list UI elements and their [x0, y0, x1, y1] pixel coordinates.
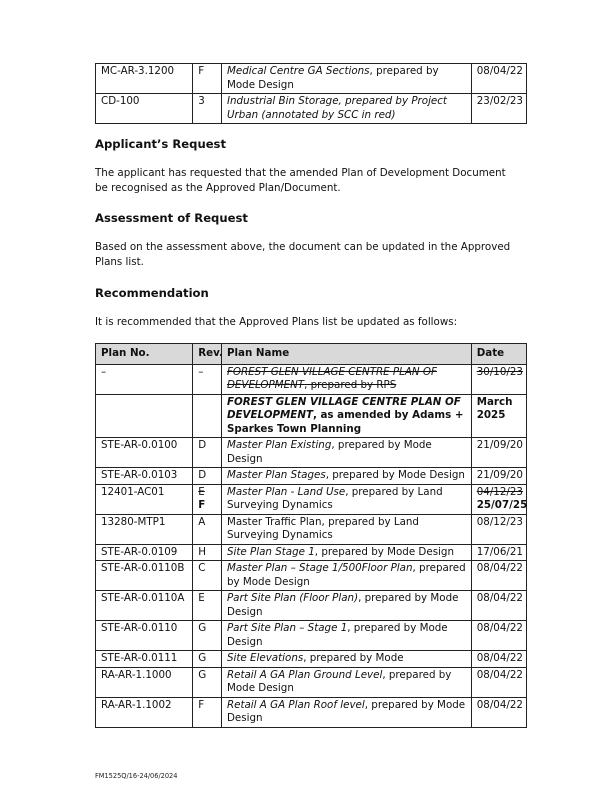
plan-date: 08/04/22: [471, 561, 526, 591]
revision: –: [193, 364, 222, 394]
plan-number: STE-AR-0.0110B: [96, 561, 193, 591]
revision: H: [193, 544, 222, 561]
revision: F: [193, 64, 222, 94]
plan-name: Master Plan – Stage 1/500Floor Plan, prepared by Mode Design: [221, 561, 471, 591]
table-header-row: [96, 344, 527, 365]
table-row-struck: [96, 364, 527, 394]
plan-date: 08/04/22: [471, 591, 526, 621]
table-row: [96, 621, 527, 651]
header-date: Date: [471, 344, 526, 365]
plan-number: CD-100: [96, 94, 193, 124]
new-revision: F: [198, 499, 206, 511]
table-row: [96, 561, 527, 591]
plan-name: Retail A GA Plan Roof level, prepared by Mode Design: [221, 697, 471, 727]
plan-number: STE-AR-0.0110: [96, 621, 193, 651]
new-date: 25/07/25: [476, 499, 528, 511]
table-row: [96, 468, 527, 485]
revision: D: [193, 468, 222, 485]
top-plans-table: [95, 63, 527, 124]
plan-name: Site Elevations, prepared by Mode: [221, 651, 471, 668]
table-row: [96, 667, 527, 697]
revision: E: [193, 591, 222, 621]
plan-name: Part Site Plan (Floor Plan), prepared by Mode Design: [221, 591, 471, 621]
plan-date: 08/04/22: [471, 651, 526, 668]
old-revision: E: [198, 485, 205, 498]
revision: [193, 394, 222, 438]
old-date: 04/12/23: [476, 485, 523, 498]
plan-name: Master Plan Existing, prepared by Mode Design: [221, 438, 471, 468]
table-row: [96, 514, 527, 544]
plan-date: 08/04/22: [471, 64, 526, 94]
revision: 3: [193, 94, 222, 124]
plan-name: Master Plan Stages, prepared by Mode Design: [221, 468, 471, 485]
applicant-text: The applicant has requested that the amended Plan of Development Document be recognised as the Approved Plan/Document.: [95, 167, 506, 194]
plan-number: STE-AR-0.0110A: [96, 591, 193, 621]
plan-number: [96, 394, 193, 438]
revision: G: [193, 651, 222, 668]
plan-number: RA-AR-1.1000: [96, 667, 193, 697]
plan-name: Site Plan Stage 1, prepared by Mode Design: [221, 544, 471, 561]
plan-number: –: [96, 364, 193, 394]
plan-number: STE-AR-0.0103: [96, 468, 193, 485]
plan-number: STE-AR-0.0109: [96, 544, 193, 561]
plan-number: STE-AR-0.0100: [96, 438, 193, 468]
plan-name: FOREST GLEN VILLAGE CENTRE PLAN OF DEVELOPMENT, prepared by RPS: [221, 364, 471, 394]
plan-date: 08/04/22: [471, 667, 526, 697]
revision: C: [193, 561, 222, 591]
approved-plans-table: [95, 343, 527, 728]
plan-name: Industrial Bin Storage, prepared by Project Urban (annotated by SCC in red): [221, 94, 471, 124]
plan-date: March 2025: [471, 394, 526, 438]
plan-date: [471, 484, 526, 514]
header-plan-name: Plan Name: [221, 344, 471, 365]
plan-name: Master Plan - Land Use, prepared by Land Surveying Dynamics: [221, 484, 471, 514]
table-row: [96, 544, 527, 561]
table-row: [96, 64, 527, 94]
table-row-new: [96, 394, 527, 438]
revision: G: [193, 621, 222, 651]
assessment-heading: Assessment of Request: [95, 211, 248, 225]
plan-date: 23/02/23: [471, 94, 526, 124]
header-plan-no: Plan No.: [96, 344, 193, 365]
plan-name: Part Site Plan – Stage 1, prepared by Mode Design: [221, 621, 471, 651]
plan-number: MC-AR-3.1200: [96, 64, 193, 94]
plan-number: 12401-AC01: [96, 484, 193, 514]
plan-name: Retail A GA Plan Ground Level, prepared by Mode Design: [221, 667, 471, 697]
header-rev: Rev.: [193, 344, 222, 365]
plan-date: 21/09/20: [471, 468, 526, 485]
plan-date: 08/04/22: [471, 697, 526, 727]
plan-number: 13280-MTP1: [96, 514, 193, 544]
plan-date: 21/09/20: [471, 438, 526, 468]
table-row: [96, 94, 527, 124]
applicant-heading: Applicant’s Request: [95, 137, 227, 151]
plan-date: 17/06/21: [471, 544, 526, 561]
recommendation-heading: Recommendation: [95, 286, 209, 300]
revision: A: [193, 514, 222, 544]
plan-date: 08/04/22: [471, 621, 526, 651]
footer-reference: FM1525Q/16-24/06/2024: [95, 772, 178, 780]
plan-name: Medical Centre GA Sections, prepared by Mode Design: [221, 64, 471, 94]
table-row: [96, 697, 527, 727]
plan-number: RA-AR-1.1002: [96, 697, 193, 727]
revision: G: [193, 667, 222, 697]
plan-name: FOREST GLEN VILLAGE CENTRE PLAN OF DEVELOPMENT, as amended by Adams + Sparkes Town Planning: [221, 394, 471, 438]
table-row: [96, 438, 527, 468]
plan-number: STE-AR-0.0111: [96, 651, 193, 668]
plan-date: 30/10/23: [471, 364, 526, 394]
plan-date: 08/12/23: [471, 514, 526, 544]
recommendation-text: It is recommended that the Approved Plans list be updated as follows:: [95, 316, 458, 328]
table-row-amended: [96, 484, 527, 514]
revision: F: [193, 697, 222, 727]
plan-name: Master Traffic Plan, prepared by Land Surveying Dynamics: [221, 514, 471, 544]
assessment-text: Based on the assessment above, the document can be updated in the Approved Plans list.: [95, 241, 511, 268]
revision: D: [193, 438, 222, 468]
revision: [193, 484, 222, 514]
table-row: [96, 651, 527, 668]
table-row: [96, 591, 527, 621]
